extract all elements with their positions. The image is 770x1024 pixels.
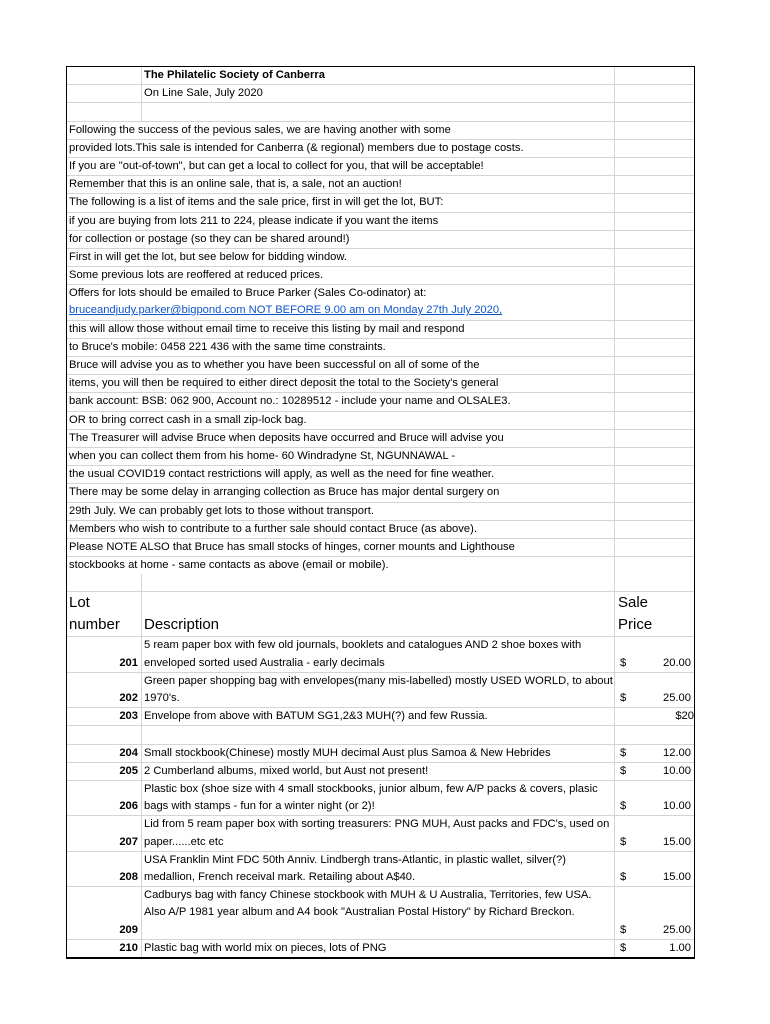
- lot-description: Green paper shopping bag with envelopes(many mis-labelled) mostly USED WORLD, to about 1970's.: [142, 673, 615, 707]
- lot-row: [67, 708, 694, 726]
- currency-sign: $: [620, 746, 627, 759]
- lot-row: [67, 673, 694, 708]
- intro-line: [67, 430, 694, 448]
- lot-description: Plastic box (shoe size with 4 small stockbooks, junior album, few A/P packs & covers, plasic bags with stamps - fun for a winter night (or 2)!: [142, 781, 615, 815]
- blank-row: [67, 574, 694, 592]
- org-title: The Philatelic Society of Canberra: [142, 67, 615, 84]
- intro-block-2: [67, 321, 694, 575]
- lot-row: [67, 940, 694, 957]
- sale-sheet: [66, 66, 695, 959]
- lot-price: 1.00: [669, 941, 691, 954]
- intro-text: Remember that this is an online sale, that is, a sale, not an auction!: [67, 176, 615, 193]
- intro-line: [67, 339, 694, 357]
- blank-row: [67, 726, 694, 744]
- lot-row: [67, 763, 694, 781]
- intro-line: [67, 466, 694, 484]
- lot-description: 2 Cumberland albums, mixed world, but Aust not present!: [142, 763, 615, 780]
- intro-line: [67, 321, 694, 339]
- intro-text: OR to bring correct cash in a small zip-lock bag.: [67, 412, 615, 429]
- currency-sign: $: [620, 800, 627, 813]
- blank-row: [67, 103, 694, 121]
- currency-sign: $: [620, 835, 627, 848]
- lot-number: 205: [119, 764, 138, 777]
- lot-row: [67, 816, 694, 851]
- lot-number: 209: [119, 923, 138, 936]
- intro-line: [67, 158, 694, 176]
- intro-line: [67, 176, 694, 194]
- lot-row: [67, 887, 694, 940]
- intro-line: [67, 249, 694, 267]
- lot-description: 5 ream paper box with few old journals, booklets and catalogues AND 2 shoe boxes with enveloped sorted used Australia - early decimals: [142, 637, 615, 671]
- intro-text: The following is a list of items and the sale price, first in will get the lot, BUT:: [67, 194, 615, 211]
- intro-line: [67, 194, 694, 212]
- intro-text: Some previous lots are reoffered at reduced prices.: [67, 267, 615, 284]
- intro-text: 29th July. We can probably get lots to those without transport.: [67, 503, 615, 520]
- intro-text: If you are "out-of-town", but can get a local to collect for you, that will be acceptable!: [67, 158, 615, 175]
- description-header: Description: [144, 616, 220, 634]
- intro-text: Offers for lots should be emailed to Bruce Parker (Sales Co-odinator) at:: [67, 285, 615, 302]
- intro-line: [67, 140, 694, 158]
- intro-text: this will allow those without email time to receive this listing by mail and respond: [67, 321, 615, 338]
- lot-price: 10.00: [663, 764, 691, 777]
- lot-price: 15.00: [663, 835, 691, 848]
- sheet-row: [67, 85, 694, 103]
- lot-row: [67, 781, 694, 816]
- intro-line: [67, 122, 694, 140]
- intro-line: [67, 503, 694, 521]
- intro-line: [67, 484, 694, 502]
- table-header: [67, 592, 694, 637]
- lot-description: Envelope from above with BATUM SG1,2&3 MUH(?) and few Russia.: [142, 708, 615, 725]
- currency-sign: $: [620, 764, 627, 777]
- lot-price: 15.00: [663, 870, 691, 883]
- intro-text: Following the success of the pevious sales, we are having another with some: [67, 122, 615, 139]
- intro-text: the usual COVID19 contact restrictions will apply, as well as the need for fine weather.: [67, 466, 615, 483]
- sheet-row: [67, 67, 694, 85]
- intro-text: Please NOTE ALSO that Bruce has small stocks of hinges, corner mounts and Lighthouse: [67, 539, 615, 556]
- lot-number: 201: [119, 656, 138, 669]
- intro-text: provided lots.This sale is intended for Canberra (& regional) members due to postage costs.: [67, 140, 615, 157]
- intro-line: [67, 267, 694, 285]
- intro-text: There may be some delay in arranging collection as Bruce has major dental surgery on: [67, 484, 615, 501]
- intro-text: bank account: BSB: 062 900, Account no.: 10289512 - include your name and OLSALE3.: [67, 393, 615, 410]
- intro-line: [67, 357, 694, 375]
- lot-number: 206: [119, 800, 138, 813]
- lot-number: 207: [119, 835, 138, 848]
- intro-text: The Treasurer will advise Bruce when deposits have occurred and Bruce will advise you: [67, 430, 615, 447]
- intro-line: [67, 557, 694, 574]
- lot-price: 20.00: [663, 656, 691, 669]
- lot-price: 25.00: [663, 692, 691, 705]
- intro-line: [67, 231, 694, 249]
- lot-description: Plastic bag with world mix on pieces, lots of PNG: [142, 940, 615, 957]
- currency-sign: $: [620, 870, 627, 883]
- lot-description: Cadburys bag with fancy Chinese stockbook with MUH & U Australia, Territories, few USA. Also A/P 1981 year album and A4 book "Australian Postal History" by Richard Breckon.: [142, 887, 615, 939]
- lot-price: 12.00: [663, 746, 691, 759]
- intro-line: [67, 285, 694, 302]
- price-header-2: Price: [618, 616, 653, 634]
- lot-row: [67, 637, 694, 672]
- lot-row: [67, 745, 694, 763]
- intro-line: [67, 539, 694, 557]
- intro-text: First in will get the lot, but see below for bidding window.: [67, 249, 615, 266]
- lot-number: 204: [119, 746, 138, 759]
- lot-price: $20: [675, 710, 694, 723]
- lot-price: 10.00: [663, 800, 691, 813]
- lot-header-2: number: [69, 616, 120, 634]
- email-row: [67, 302, 694, 320]
- currency-sign: $: [620, 941, 627, 954]
- lot-number: 210: [119, 941, 138, 954]
- intro-text: stockbooks at home - same contacts as above (email or mobile).: [67, 557, 615, 574]
- price-header-1: Sale: [618, 594, 649, 612]
- intro-line: [67, 412, 694, 430]
- intro-line: [67, 213, 694, 231]
- intro-text: Bruce will advise you as to whether you have been successful on all of some of the: [67, 357, 615, 374]
- intro-text: Members who wish to contribute to a further sale should contact Bruce (as above).: [67, 521, 615, 538]
- lot-description: Small stockbook(Chinese) mostly MUH decimal Aust plus Samoa & New Hebrides: [142, 745, 615, 762]
- intro-line: [67, 448, 694, 466]
- currency-sign: $: [620, 923, 627, 936]
- intro-text: to Bruce's mobile: 0458 221 436 with the same time constraints.: [67, 339, 615, 356]
- intro-text: when you can collect them from his home- 60 Windradyne St, NGUNNAWAL -: [67, 448, 615, 465]
- intro-line: [67, 521, 694, 539]
- lot-description: USA Franklin Mint FDC 50th Anniv. Lindbergh trans-Atlantic, in plastic wallet, silver(?) medallion, French receival mark. Retailing about A$40.: [142, 852, 615, 886]
- lot-description: Lid from 5 ream paper box with sorting treasurers: PNG MUH, Aust packs and FDC's, used on paper......etc etc: [142, 816, 615, 850]
- intro-line: [67, 375, 694, 393]
- intro-text: items, you will then be required to either direct deposit the total to the Society's general: [67, 375, 615, 392]
- intro-block: [67, 122, 694, 303]
- email-link[interactable]: bruceandjudy.parker@bigpond.com NOT BEFORE 9.00 am on Monday 27th July 2020,: [69, 304, 503, 317]
- lot-row: [67, 852, 694, 887]
- lot-number: 208: [119, 870, 138, 883]
- lot-price: 25.00: [663, 923, 691, 936]
- intro-text: for collection or postage (so they can be shared around!): [67, 231, 615, 248]
- lots-table: [67, 637, 694, 956]
- currency-sign: $: [620, 656, 627, 669]
- currency-sign: $: [620, 692, 627, 705]
- lot-header-1: Lot: [69, 594, 90, 612]
- sale-title: On Line Sale, July 2020: [142, 85, 615, 102]
- lot-number: 202: [119, 692, 138, 705]
- lot-number: 203: [119, 710, 138, 723]
- intro-line: [67, 393, 694, 411]
- intro-text: if you are buying from lots 211 to 224, please indicate if you want the items: [67, 213, 615, 230]
